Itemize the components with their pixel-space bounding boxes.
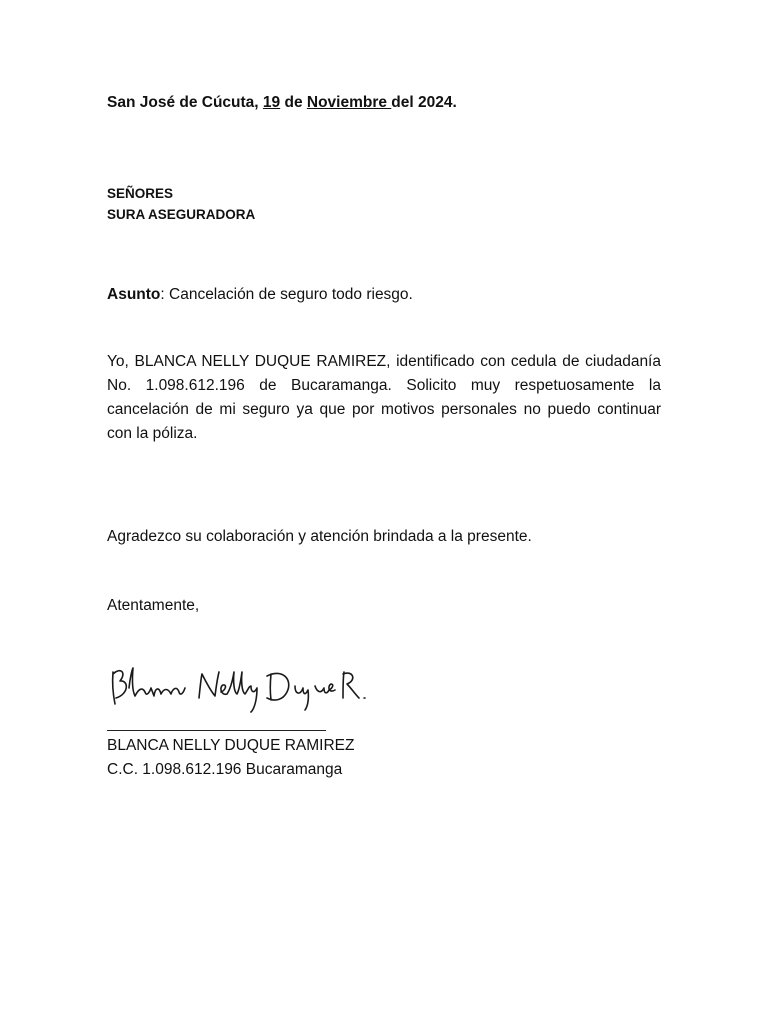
handwritten-signature (107, 658, 372, 718)
date-year: del 2024. (391, 94, 457, 111)
thanks-paragraph: Agradezco su colaboración y atención brindada a la presente. (107, 528, 532, 545)
date-month: Noviembre (306, 94, 392, 111)
recipient-line-1: SEÑORES (107, 186, 174, 201)
closing-text: Atentamente, (107, 597, 200, 614)
subject-label: Asunto (107, 286, 161, 303)
signer-id: C.C. 1.098.612.196 Bucaramanga (107, 761, 343, 778)
date-day: 19 (262, 94, 281, 111)
recipient-line-2: SURA ASEGURADORA (107, 207, 256, 222)
subject-text: : Cancelación de seguro todo riesgo. (160, 286, 413, 303)
signature-line (107, 730, 326, 731)
date-city: San José de Cúcuta, (107, 94, 263, 111)
body-paragraph: Yo, BLANCA NELLY DUQUE RAMIREZ, identificado con cedula de ciudadanía No. 1.098.612.196 de Bucaramanga. Solicito muy respetuosamente la cancelación de mi seguro ya que por motivos personales no puedo continuar con la póliza. (107, 353, 661, 442)
subject-line (107, 283, 413, 307)
date-de: de (280, 94, 307, 111)
signer-name: BLANCA NELLY DUQUE RAMIREZ (107, 737, 355, 754)
date-line (107, 91, 457, 115)
